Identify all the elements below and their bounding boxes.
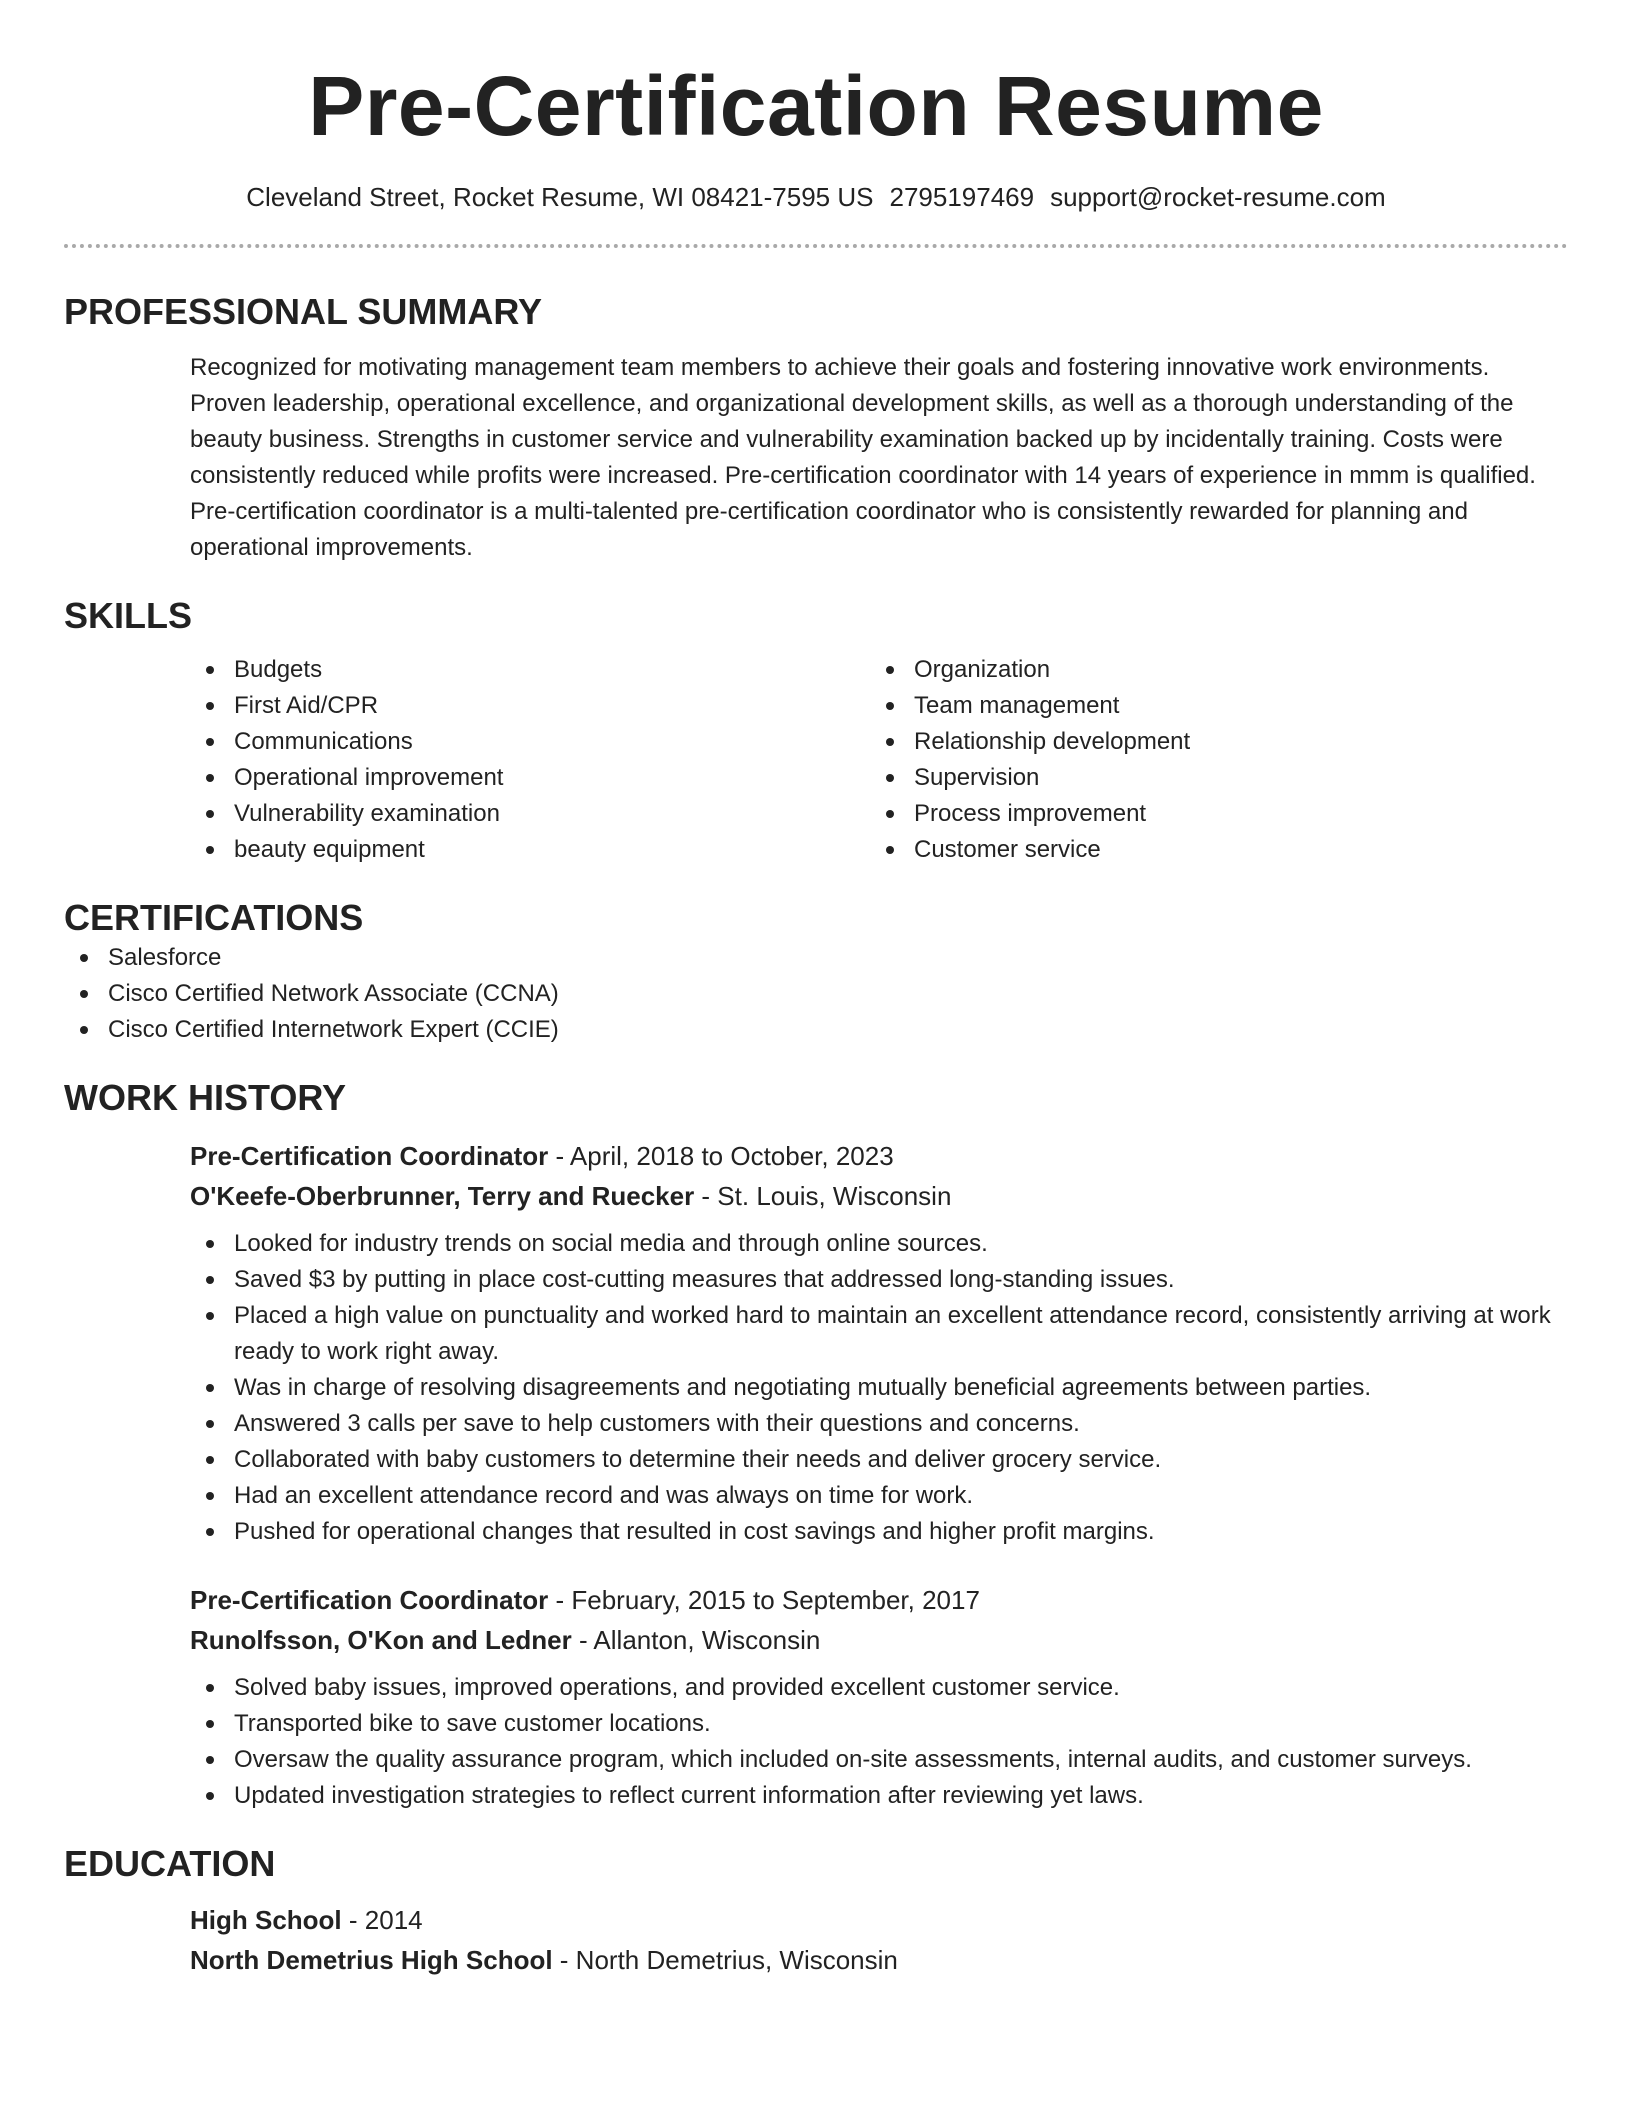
certification-item: Cisco Certified Internetwork Expert (CCIE) (64, 1012, 1568, 1048)
skill-item: Operational improvement (190, 760, 870, 796)
skill-item: Process improvement (870, 796, 1550, 832)
job-company: O'Keefe-Oberbrunner, Terry and Ruecker (190, 1181, 695, 1211)
job-location: - St. Louis, Wisconsin (694, 1181, 952, 1211)
job-bullet: Looked for industry trends on social media and through online sources. (190, 1226, 1568, 1262)
job-company-line (190, 1176, 1568, 1216)
section-title-certifications: CERTIFICATIONS (64, 897, 364, 938)
job-bullet: Collaborated with baby customers to determine their needs and deliver grocery service. (190, 1442, 1568, 1478)
skill-item: Communications (190, 724, 870, 760)
job-title-line (190, 1136, 1568, 1176)
section-title-education: EDUCATION (64, 1843, 276, 1884)
contact-email: support@rocket-resume.com (1050, 182, 1386, 212)
education-school-line (190, 1940, 1568, 1980)
skill-item: First Aid/CPR (190, 688, 870, 724)
skill-item: Customer service (870, 832, 1550, 868)
skill-item: Organization (870, 652, 1550, 688)
job-role: Pre-Certification Coordinator (190, 1141, 549, 1171)
job-bullets (190, 1670, 1568, 1814)
section-title-summary: PROFESSIONAL SUMMARY (64, 291, 543, 332)
section-title-work-history: WORK HISTORY (64, 1077, 347, 1118)
skill-item: Supervision (870, 760, 1550, 796)
job-bullet: Saved $3 by putting in place cost-cutting measures that addressed long-standing issues. (190, 1262, 1568, 1298)
job-entry (190, 1136, 1568, 1550)
header-divider (64, 244, 1568, 248)
certifications-list (64, 940, 1568, 1048)
job-title-line (190, 1580, 1568, 1620)
skills-list-right (870, 652, 1550, 868)
contact-line (64, 180, 1568, 214)
job-bullet: Solved baby issues, improved operations, and provided excellent customer service. (190, 1670, 1568, 1706)
job-location: - Allanton, Wisconsin (571, 1625, 821, 1655)
contact-address: Cleveland Street, Rocket Resume, WI 08421-7595 US (246, 182, 874, 212)
job-bullet: Was in charge of resolving disagreements and negotiating mutually beneficial agreements between parties. (190, 1370, 1568, 1406)
job-dates: - February, 2015 to September, 2017 (548, 1585, 980, 1615)
job-company-line (190, 1620, 1568, 1660)
skill-item: Vulnerability examination (190, 796, 870, 832)
job-bullet: Oversaw the quality assurance program, which included on-site assessments, internal audits, and customer surveys. (190, 1742, 1568, 1778)
skill-item: beauty equipment (190, 832, 870, 868)
education-school: North Demetrius High School (190, 1945, 553, 1975)
education-degree-line (190, 1900, 1568, 1940)
job-role: Pre-Certification Coordinator (190, 1585, 549, 1615)
section-title-skills: SKILLS (64, 595, 193, 636)
contact-phone: 2795197469 (889, 182, 1035, 212)
job-bullet: Transported bike to save customer locations. (190, 1706, 1568, 1742)
job-bullet: Updated investigation strategies to reflect current information after reviewing yet laws. (190, 1778, 1568, 1814)
job-bullet: Had an excellent attendance record and was always on time for work. (190, 1478, 1568, 1514)
job-bullet: Answered 3 calls per save to help customers with their questions and concerns. (190, 1406, 1568, 1442)
resume-name: Pre-Certification Resume (308, 59, 1324, 153)
job-entry (190, 1580, 1568, 1814)
skill-item: Team management (870, 688, 1550, 724)
certification-item: Cisco Certified Network Associate (CCNA) (64, 976, 1568, 1012)
job-company: Runolfsson, O'Kon and Ledner (190, 1625, 572, 1655)
skill-item: Budgets (190, 652, 870, 688)
job-dates: - April, 2018 to October, 2023 (548, 1141, 894, 1171)
certification-item: Salesforce (64, 940, 1568, 976)
education-entry (190, 1900, 1568, 1980)
skill-item: Relationship development (870, 724, 1550, 760)
job-bullet: Placed a high value on punctuality and worked hard to maintain an excellent attendance record, consistently arriving at work ready to work right away. (190, 1298, 1568, 1370)
job-bullet: Pushed for operational changes that resulted in cost savings and higher profit margins. (190, 1514, 1568, 1550)
skills-list-left (190, 652, 870, 868)
education-degree: High School (190, 1905, 342, 1935)
skills-grid (190, 652, 1568, 868)
education-location: - North Demetrius, Wisconsin (552, 1945, 898, 1975)
summary-text: Recognized for motivating management team members to achieve their goals and fostering innovative work environments. Proven leadership, operational excellence, and organizational development skills, as well as a thorough understanding of the beauty business. Strengths in customer service and vulnerability examination backed up by incidentally training. Costs were consistently reduced while profits were increased. Pre-certification coordinator with 14 years of experience in mmm is qualified. Pre-certification coordinator is a multi-talented pre-certification coordinator who is consistently rewarded for planning and operational improvements. (190, 354, 1536, 561)
education-year: - 2014 (341, 1905, 423, 1935)
job-bullets (190, 1226, 1568, 1550)
